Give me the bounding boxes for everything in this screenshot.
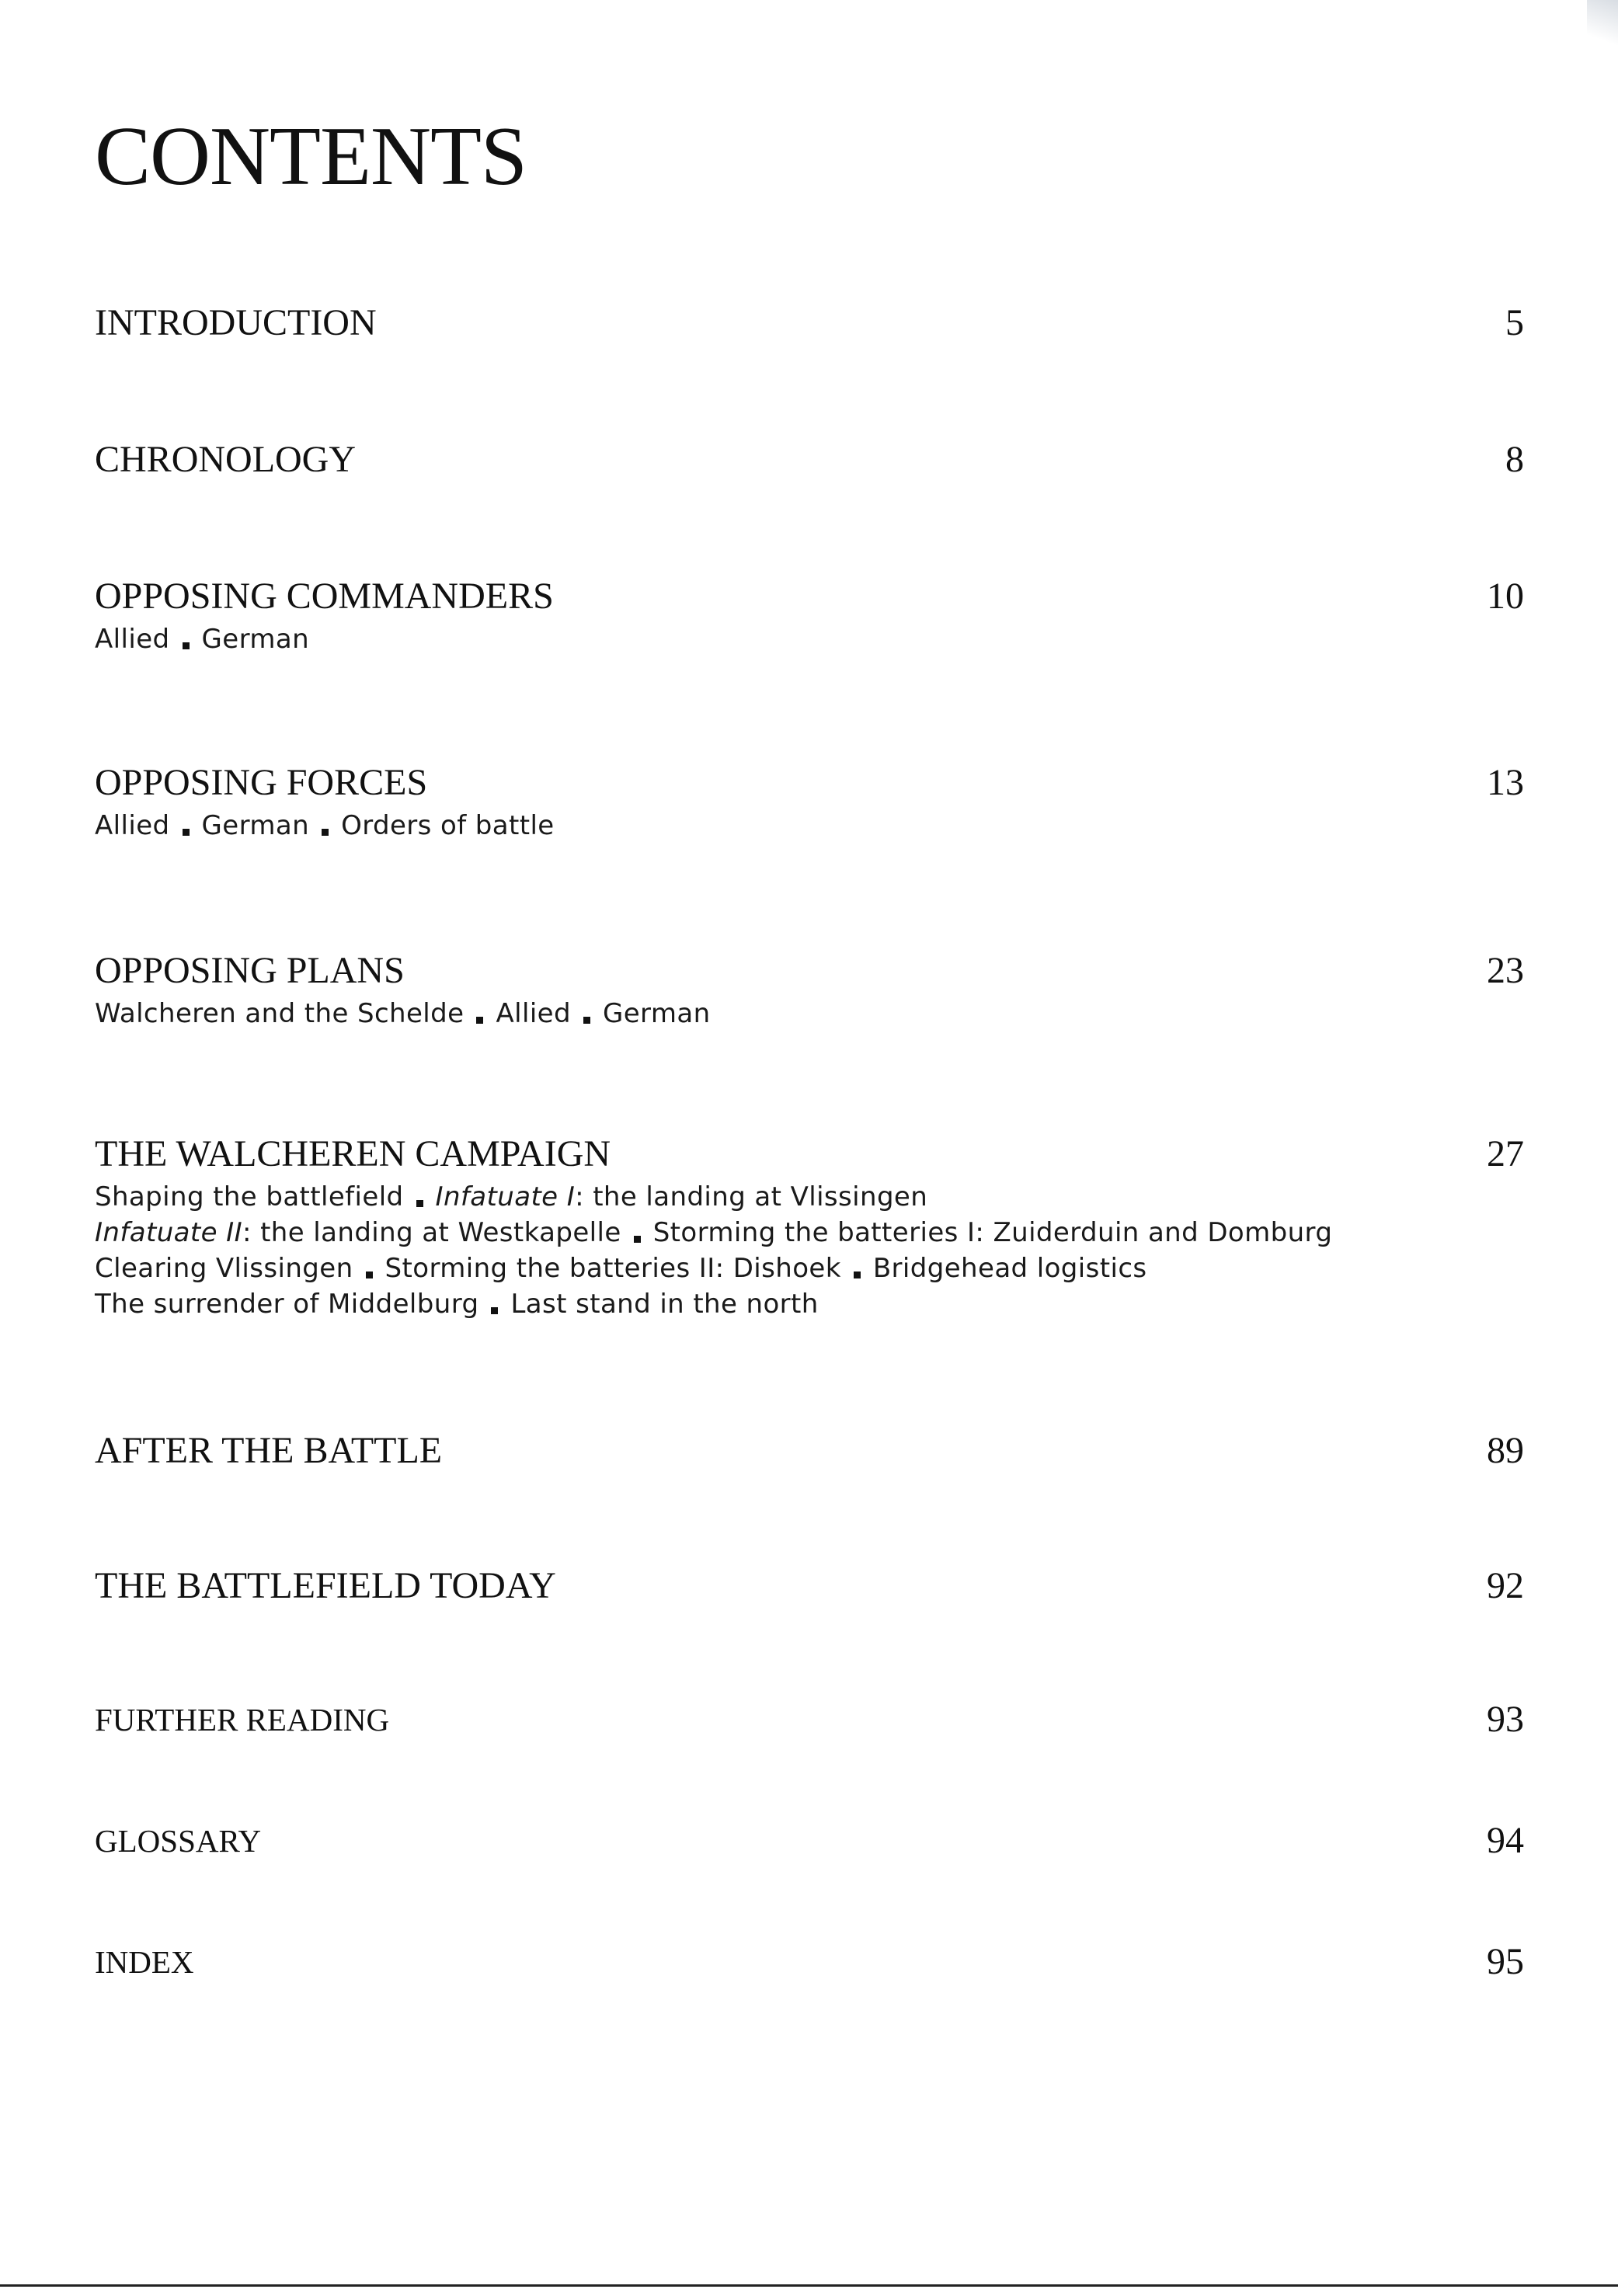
bullet-separator-icon xyxy=(634,1236,641,1243)
toc-entry-title: CHRONOLOGY xyxy=(95,439,356,480)
toc-subentry-italic: Infatuate II xyxy=(95,1217,243,1248)
toc-subentry: German xyxy=(201,810,310,841)
toc-subentry: : the landing at Westkapelle xyxy=(242,1217,621,1248)
bullet-separator-icon xyxy=(183,642,190,649)
toc-entry-page-number: 93 xyxy=(1487,1699,1524,1740)
page-title: CONTENTS xyxy=(95,110,527,203)
toc-entry-page-number: 5 xyxy=(1505,302,1524,343)
toc-entry-page-number: 13 xyxy=(1487,762,1524,803)
toc-entry-walcheren-campaign[interactable] xyxy=(95,1131,1524,1322)
toc-entry-title: OPPOSING COMMANDERS xyxy=(95,576,554,617)
scan-corner-mark xyxy=(1587,0,1618,54)
toc-entry-page-number: 8 xyxy=(1505,439,1524,480)
bullet-separator-icon xyxy=(183,829,190,836)
toc-subentry-line xyxy=(95,1215,1524,1251)
bullet-separator-icon xyxy=(583,1017,590,1024)
toc-subentry-italic: Infatuate I xyxy=(435,1181,576,1212)
toc-entry-title: OPPOSING PLANS xyxy=(95,950,405,991)
toc-subentry: Allied xyxy=(496,998,571,1029)
toc-subentry: Storming the batteries I: Zuiderduin and Domburg xyxy=(652,1217,1333,1248)
toc-subentry: : the landing at Vlissingen xyxy=(575,1181,928,1212)
toc-entry-chronology[interactable] xyxy=(95,437,1524,483)
toc-entry-page-number: 89 xyxy=(1487,1430,1524,1471)
toc-subentries xyxy=(95,996,1524,1031)
toc-entry-page-number: 23 xyxy=(1487,950,1524,991)
toc-entry-opposing-plans[interactable] xyxy=(95,948,1524,1031)
toc-entry-battlefield-today[interactable] xyxy=(95,1563,1524,1609)
toc-entry-further-reading[interactable] xyxy=(95,1696,1524,1743)
toc-subentry: Shaping the battlefield xyxy=(95,1181,404,1212)
toc-entry-page-number: 10 xyxy=(1487,576,1524,617)
toc-subentry: Orders of battle xyxy=(341,810,555,841)
toc-entry-title: INTRODUCTION xyxy=(95,302,377,343)
toc-entry-page-number: 94 xyxy=(1487,1820,1524,1861)
toc-subentry: The surrender of Middelburg xyxy=(95,1289,479,1320)
toc-subentry: Storming the batteries II: Dishoek xyxy=(384,1253,841,1284)
toc-entry-index[interactable] xyxy=(95,1939,1524,1985)
toc-entry-page-number: 92 xyxy=(1487,1565,1524,1606)
toc-subentry: Last stand in the north xyxy=(510,1289,819,1320)
toc-entry-title: THE BATTLEFIELD TODAY xyxy=(95,1565,556,1606)
toc-entry-introduction[interactable] xyxy=(95,300,1524,346)
bullet-separator-icon xyxy=(476,1017,483,1024)
toc-entry-title: FURTHER READING xyxy=(95,1702,390,1738)
toc-subentry-line xyxy=(95,1286,1524,1322)
toc-subentry: Allied xyxy=(95,810,170,841)
toc-entry-title: INDEX xyxy=(95,1944,194,1980)
toc-entry-page-number: 27 xyxy=(1487,1133,1524,1174)
toc-entry-glossary[interactable] xyxy=(95,1818,1524,1864)
toc-subentry: Allied xyxy=(95,624,170,655)
toc-entry-title: GLOSSARY xyxy=(95,1823,262,1859)
toc-entry-opposing-commanders[interactable] xyxy=(95,573,1524,657)
bullet-separator-icon xyxy=(491,1307,498,1314)
bottom-rule xyxy=(0,2284,1618,2287)
toc-subentries xyxy=(95,808,1524,844)
bullet-separator-icon xyxy=(854,1271,861,1278)
toc-entry-after-the-battle[interactable] xyxy=(95,1428,1524,1474)
bullet-separator-icon xyxy=(416,1200,423,1207)
toc-entry-title: AFTER THE BATTLE xyxy=(95,1430,443,1471)
toc-subentry: German xyxy=(602,998,711,1029)
toc-entry-page-number: 95 xyxy=(1487,1941,1524,1982)
toc-subentries xyxy=(95,1179,1524,1322)
bullet-separator-icon xyxy=(322,829,329,836)
toc-subentry-line xyxy=(95,1251,1524,1286)
toc-subentry: Walcheren and the Schelde xyxy=(95,998,465,1029)
toc-subentry: Clearing Vlissingen xyxy=(95,1253,353,1284)
toc-subentry: German xyxy=(201,624,310,655)
toc-subentry: Bridgehead logistics xyxy=(872,1253,1147,1284)
toc-subentry-line xyxy=(95,1179,1524,1215)
toc-subentries xyxy=(95,621,1524,657)
toc-entry-opposing-forces[interactable] xyxy=(95,760,1524,844)
toc-entry-title: THE WALCHEREN CAMPAIGN xyxy=(95,1133,611,1174)
toc-entry-title: OPPOSING FORCES xyxy=(95,762,428,803)
bullet-separator-icon xyxy=(366,1271,373,1278)
